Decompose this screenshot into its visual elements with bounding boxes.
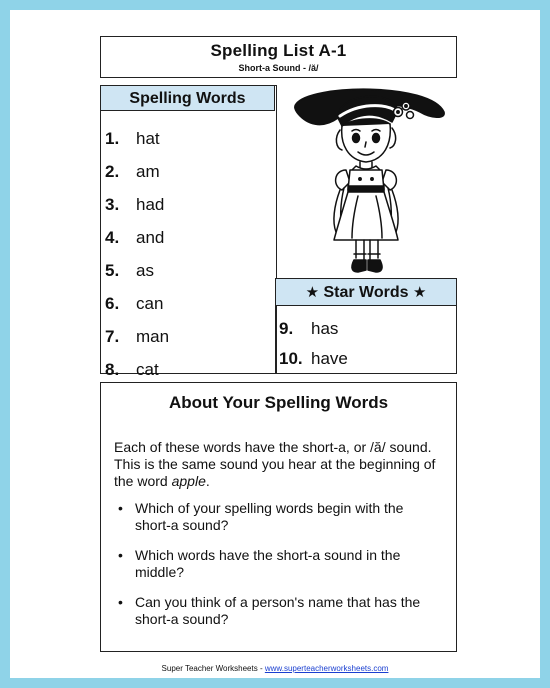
word-number: 5. — [105, 261, 120, 280]
worksheet-page — [10, 10, 540, 678]
word-row — [105, 358, 159, 382]
word-number: 1. — [105, 129, 120, 148]
spelling-words-box — [100, 85, 277, 379]
footer — [10, 664, 540, 673]
word-number: 9. — [279, 319, 294, 338]
question-item — [118, 547, 443, 581]
word-number: 4. — [105, 228, 120, 247]
word-row — [105, 325, 169, 349]
word-row — [279, 347, 348, 371]
star-words-label: Star Words — [323, 284, 409, 301]
word-number: 2. — [105, 162, 120, 181]
intro-text: Each of these words have the short-a, or /ă/ sound. This is the same sound you hear at the beginning of the word — [114, 439, 436, 489]
star-words-box — [275, 278, 457, 374]
bullet-icon: • — [118, 594, 123, 610]
word-text: cat — [136, 360, 159, 379]
word-number: 10. — [279, 349, 303, 368]
about-title: About Your Spelling Words — [168, 393, 389, 412]
word-number: 3. — [105, 195, 120, 214]
girl-in-sunhat-illustration — [280, 82, 460, 278]
word-row — [105, 226, 164, 250]
word-text: has — [311, 319, 339, 338]
question-text: Which words have the short-a sound in the middle? — [135, 547, 401, 580]
word-text: as — [136, 261, 154, 280]
question-list — [114, 500, 443, 628]
word-number: 7. — [105, 327, 120, 346]
bullet-icon: • — [118, 547, 123, 563]
footer-link[interactable]: www.superteacherworksheets.com — [264, 664, 389, 673]
word-text: and — [136, 228, 165, 247]
about-box — [100, 382, 457, 652]
spelling-words-heading: Spelling Words — [101, 86, 275, 111]
question-item — [118, 594, 443, 628]
word-row — [105, 160, 160, 184]
word-row — [105, 193, 164, 217]
question-text: Can you think of a person's name that has the short-a sound? — [135, 594, 421, 627]
word-text: am — [136, 162, 160, 181]
word-text: can — [136, 294, 164, 313]
question-text: Which of your spelling words begin with the short-a sound? — [135, 500, 404, 533]
word-text: had — [136, 195, 165, 214]
word-text: have — [311, 349, 348, 368]
star-words-heading — [276, 279, 456, 306]
word-row — [105, 127, 160, 151]
intro-example-word: apple — [171, 473, 206, 489]
page-subtitle: Short-a Sound - /ă/ — [238, 63, 319, 73]
bullet-icon: • — [118, 500, 123, 516]
question-item — [118, 500, 443, 534]
star-icon: ★ — [305, 284, 320, 301]
word-row — [105, 259, 154, 283]
word-number: 8. — [105, 360, 120, 379]
title-box — [100, 36, 457, 78]
word-number: 6. — [105, 294, 120, 313]
star-icon: ★ — [412, 284, 427, 301]
word-row — [105, 292, 163, 316]
word-row — [279, 317, 338, 341]
word-text: hat — [136, 129, 160, 148]
page-title: Spelling List A-1 — [210, 41, 347, 60]
word-text: man — [136, 327, 170, 346]
intro-end: . — [205, 473, 210, 489]
footer-prefix: Super Teacher Worksheets - — [161, 664, 265, 673]
about-intro — [114, 439, 443, 490]
